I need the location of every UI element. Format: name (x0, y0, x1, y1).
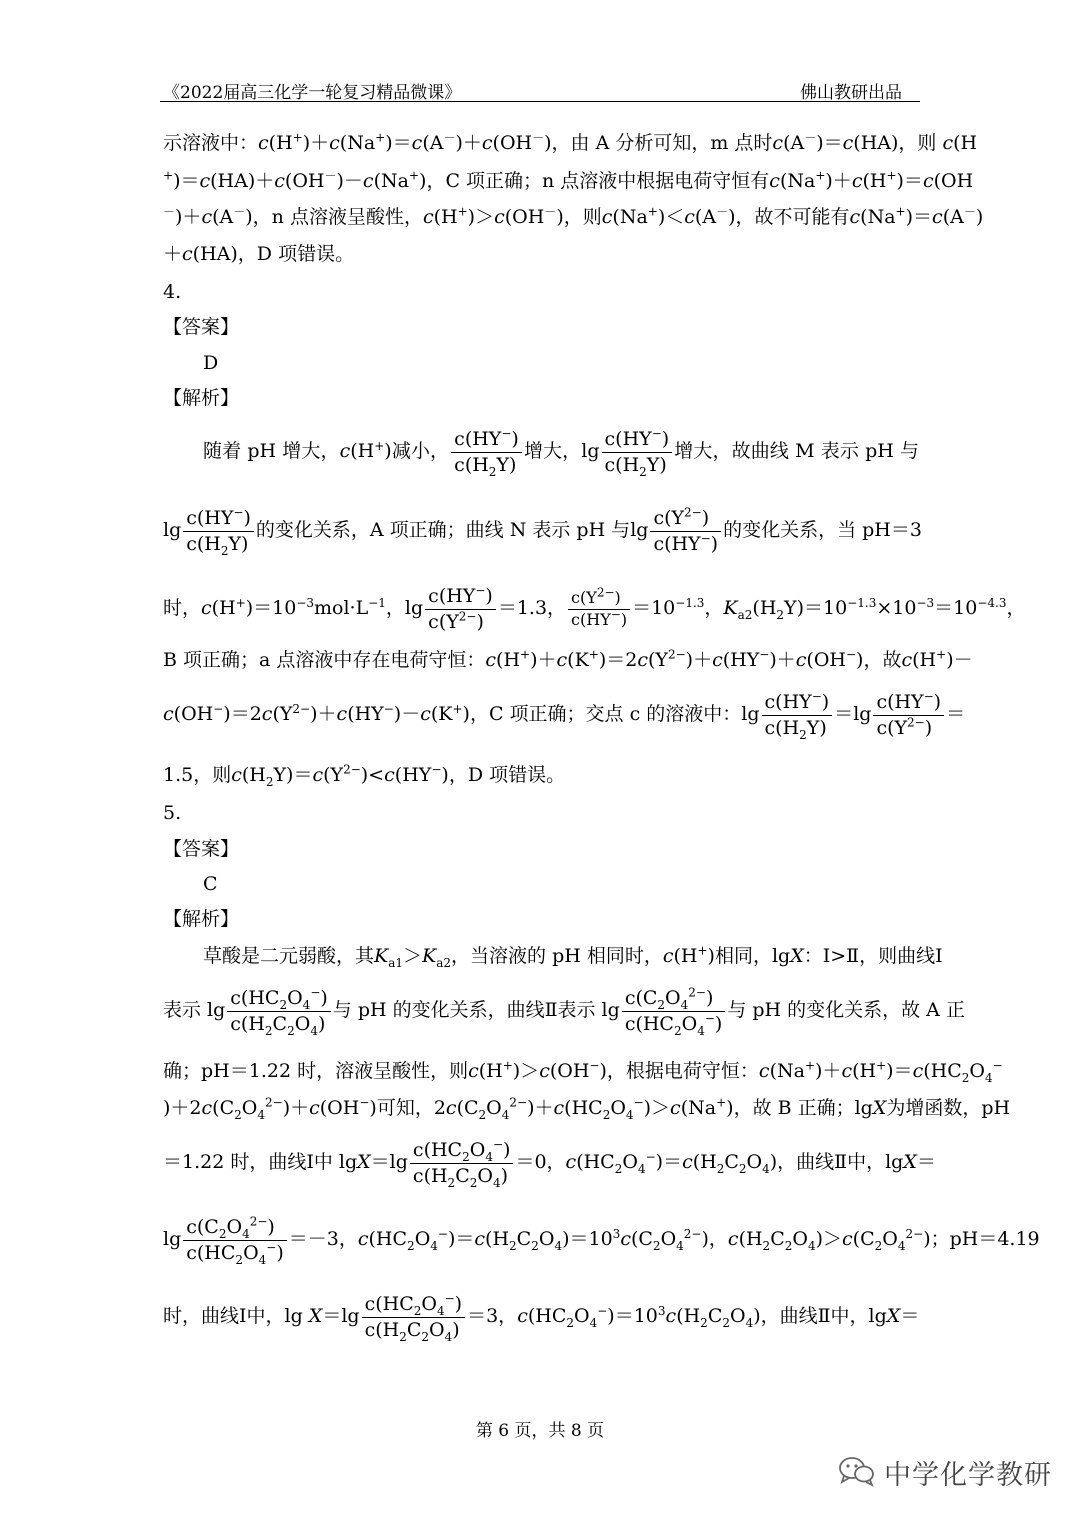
q5-answer: C (203, 873, 218, 895)
wechat-icon (838, 1455, 876, 1491)
watermark (838, 1453, 1052, 1492)
q3-line-3: －)＋c(A－)，n 点溶液呈酸性，c(H+)＞c(OH－)，则c(Na+)＜c(A－)，故不可能有c(Na+)＝c(A－) (163, 204, 984, 228)
fraction: $\frac{c(C_2O_4^{2-})}{c(HC_2O_4^-)}$ (622, 986, 726, 1036)
header-publisher: 佛山教研出品 (800, 83, 902, 103)
header-title: 《2022届高三化学一轮复习精品微课》 (163, 83, 462, 103)
fraction: $\frac{c(HY^-)}{c(H_2Y)}$ (762, 690, 833, 740)
fraction: $\frac{c(HC_2O_4^-)}{c(H_2C_2O_4)}$ (362, 1292, 466, 1342)
watermark-text: 中学化学教研 (884, 1460, 1052, 1491)
q4-line-3: 时，$c(H^+)=10^{-3}mol\cdot L^{-1}$，lg $\frac{c(HY^-)}{c(Y^{2-})}$ ＝1.3， $\frac{c(Y^{2-})}{c(HY^-)}$ $=10^{-1.3}$，$K_{a2}(H_2Y)=10^{-1.3}\times 10^{-3}=10^{-4.3}$， (163, 583, 1026, 633)
q5-answer-heading: 【答案】 (163, 838, 240, 860)
page-number: 第 6 页，共 8 页 (475, 1421, 605, 1441)
q5-line-2: 表示 lg $\frac{c(HC_2O_4^-)}{c(H_2C_2O_4)}$ 与 pH 的变化关系，曲线Ⅱ表示 lg $\frac{c(C_2O_4^{2-})}{c(HC_2O_4^-)}$ 与 pH 的变化关系，故 A 正 (163, 985, 965, 1038)
q4-number: 4. (163, 281, 182, 303)
fraction: $\frac{c(HY^-)}{c(Y^{2-})}$ (873, 690, 944, 740)
header-divider (160, 101, 920, 102)
q4-analysis-heading: 【解析】 (163, 387, 240, 409)
fraction: $\frac{c(HC_2O_4^-)}{c(H_2C_2O_4)}$ (227, 986, 331, 1036)
fraction: $\frac{c(HY^-)}{c(H_2Y)}$ (602, 427, 673, 477)
q4-answer-heading: 【答案】 (163, 316, 240, 338)
fraction: $\frac{c(Y^{2-})}{c(HY^-)}$ (650, 506, 721, 556)
q4-line-5: $c(OH^-)=2c(Y^{2-})+c(HY^-)-c(K^+)$，C 项正确；交点 c 的溶液中：lg $\frac{c(HY^-)}{c(H_2Y)}$ ＝lg $\frac{c(HY^-)}{c(Y^{2-})}$ ＝ (163, 689, 966, 742)
q4-line-6: 1.5，则$c(H_2Y)=c(Y^{2-})<c(HY^-)$，D 项错误。 (163, 762, 566, 789)
q4-answer: D (203, 352, 219, 374)
fraction: $\frac{c(HY^-)}{c(H_2Y)}$ (183, 506, 254, 556)
q5-line-6: lg $\frac{c(C_2O_4^{2-})}{c(HC_2O_4^-)}$ ＝－3，$c(HC_2O_4^-)=c(H_2C_2O_4)=10^3c(C_2O_4^{2-})$，$c(H_2C_2O_4)>c(C_2O_4^{2-})$；pH＝4.19 (163, 1214, 1040, 1267)
fraction: $\frac{c(C_2O_4^{2-})}{c(HC_2O_4^-)}$ (183, 1215, 287, 1265)
q3-line-4: ＋c(HA)，D 项错误。 (163, 243, 355, 265)
q5-line-7: 时，曲线Ⅰ中，lg X＝lg $\frac{c(HC_2O_4^-)}{c(H_2C_2O_4)}$ ＝3，$c(HC_2O_4^-)=10^3c(H_2C_2O_4)$，曲线Ⅱ中，lgX＝ (163, 1291, 920, 1344)
q3-line-1: 示溶液中：c(H+)＋c(Na+)＝c(A－)＋c(OH－)，由 A 分析可知，m 点时c(A－)＝c(HA)，则 c(H (163, 130, 978, 154)
q5-line-1: 草酸是二元弱酸，其$K_{a1}>K_{a2}$，当溶液的 pH 相同时，c(H+)相同，lgX：Ⅰ>Ⅱ，则曲线Ⅰ (203, 943, 943, 970)
q5-analysis-heading: 【解析】 (163, 908, 240, 930)
q5-line-3: 确；pH＝1.22 时，溶液呈酸性，则c(H+)＞c(OH−)，根据电荷守恒：$c(Na^+)+c(H^+)=c(HC_2O_4^-$ (163, 1058, 1003, 1085)
q4-line-4: B 项正确；a 点溶液中存在电荷守恒：$c(H^+)+c(K^+)=2c(Y^{2-})+c(HY^-)+c(OH^-)$，故c(H+)－ (163, 647, 973, 671)
fraction: $\frac{c(HY^-)}{c(Y^{2-})}$ (425, 584, 496, 634)
q3-line-2: +)＝c(HA)＋c(OH－)－c(Na+)，C 项正确；n 点溶液中根据电荷守恒有c(Na+)＋c(H+)＝c(OH (163, 168, 974, 192)
q4-line-2: lg $\frac{c(HY^-)}{c(H_2Y)}$ 的变化关系，A 项正确；曲线 N 表示 pH 与lg $\frac{c(Y^{2-})}{c(HY^-)}$ 的变化关系，当 pH＝3 (163, 505, 922, 558)
q5-line-4: )$+2c(C_2O_4^{2-})+c(OH^-)$可知，$2c(C_2O_4^{2-})+c(HC_2O_4^-)>c(Na^+)$，故 B 正确；lgX为增函数，pH (163, 1095, 1011, 1122)
fraction: $\frac{c(HY^-)}{c(H_2Y)}$ (451, 427, 522, 477)
q4-line-1: 随着 pH 增大，c(H+)减小， $\frac{c(HY^-)}{c(H_2Y)}$ 增大，lg $\frac{c(HY^-)}{c(H_2Y)}$ 增大，故曲线 M 表示 pH 与 (203, 426, 919, 479)
q5-line-5: ＝1.22 时，曲线Ⅰ中 lgX＝lg $\frac{c(HC_2O_4^-)}{c(H_2C_2O_4)}$ ＝0，$c(HC_2O_4^-)=c(H_2C_2O_4)$，曲线Ⅱ中，lgX＝ (163, 1137, 936, 1190)
fraction: $\frac{c(HC_2O_4^-)}{c(H_2C_2O_4)}$ (410, 1138, 514, 1188)
fraction: $\frac{c(Y^{2-})}{c(HY^-)}$ (568, 588, 630, 631)
q5-number: 5. (163, 802, 182, 824)
